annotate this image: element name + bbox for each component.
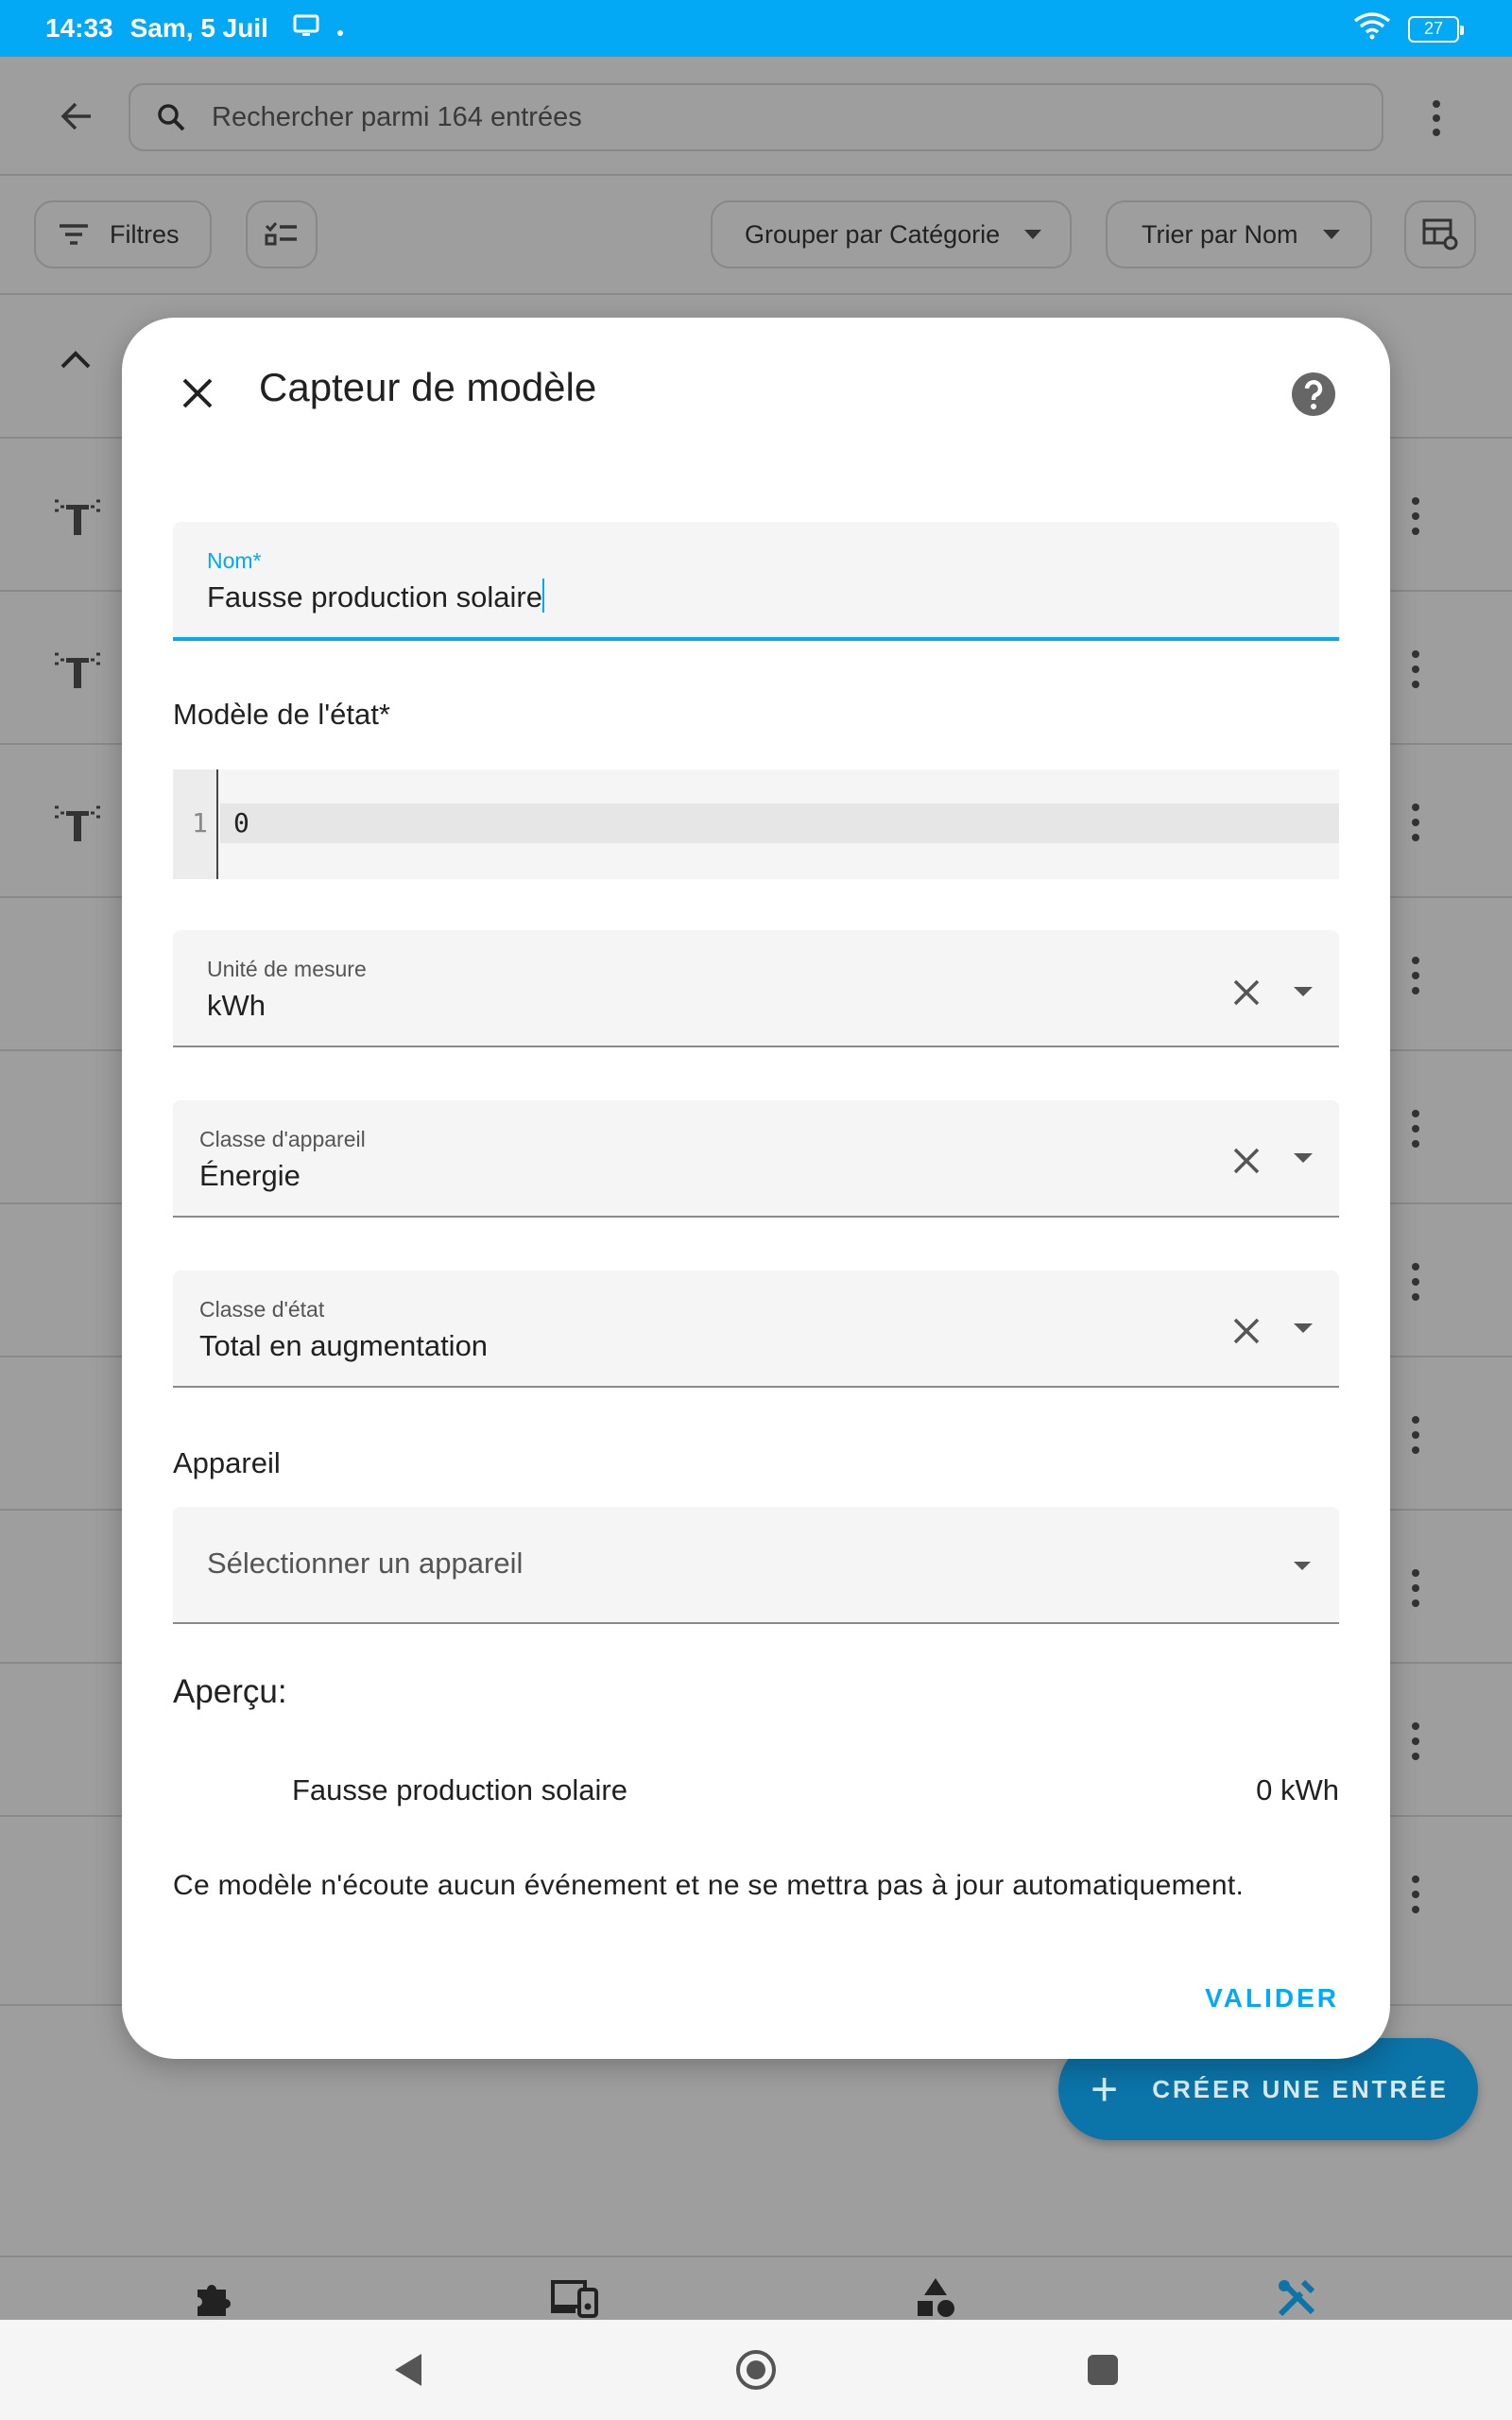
back-button[interactable] (53, 93, 100, 140)
search-icon (155, 101, 187, 133)
back-triangle-icon[interactable] (389, 2350, 427, 2390)
help-icon (1290, 371, 1337, 418)
more-vert-icon[interactable] (1402, 647, 1429, 692)
device-section-label: Appareil (173, 1446, 281, 1479)
selection-mode-button[interactable] (246, 200, 318, 268)
clear-icon[interactable] (1229, 1314, 1263, 1348)
arrow-left-icon (53, 93, 100, 140)
search-placeholder: Rechercher parmi 164 entrées (212, 101, 582, 132)
plus-icon: + (1091, 2063, 1119, 2116)
state-template-editor[interactable] (173, 769, 1339, 879)
sort-button[interactable] (1106, 200, 1372, 268)
chevron-down-icon (1323, 230, 1340, 239)
preview-entity-name: Fausse production solaire (292, 1773, 627, 1806)
system-navigation-bar (0, 2320, 1512, 2420)
submit-button[interactable]: VALIDER (1205, 1983, 1339, 2013)
device-class-field[interactable] (173, 1100, 1339, 1218)
dropdown-arrow-icon[interactable] (1294, 1153, 1313, 1163)
unit-field-value: kWh (207, 989, 266, 1022)
create-entry-label: CRÉER UNE ENTRÉE (1152, 2074, 1450, 2103)
device-select-placeholder: Sélectionner un appareil (207, 1547, 524, 1580)
more-vert-icon (1418, 95, 1455, 142)
sort-label: Trier par Nom (1142, 219, 1298, 249)
preview-entity-value: 0 kWh (1256, 1773, 1339, 1806)
editor-code[interactable]: 0 (233, 807, 249, 838)
dropdown-arrow-icon[interactable] (1294, 987, 1313, 996)
top-toolbar (0, 57, 1512, 176)
state-class-value: Total en augmentation (199, 1329, 489, 1362)
state-class-field[interactable] (173, 1270, 1339, 1388)
dot-icon (336, 13, 344, 43)
close-button[interactable] (175, 371, 220, 416)
cast-icon (293, 13, 321, 44)
group-by-button[interactable] (711, 200, 1072, 268)
sprinkler-icon (51, 650, 104, 688)
template-listener-note: Ce modèle n'écoute aucun événement et ne se mettra pas à jour automatiquement. (173, 1870, 1245, 1901)
name-field-value[interactable]: Fausse production solaire (207, 580, 542, 614)
battery-level: 27 (1423, 19, 1444, 38)
more-vert-icon[interactable] (1402, 1259, 1429, 1305)
unit-field-label: Unité de mesure (207, 957, 367, 981)
home-circle-icon[interactable] (734, 2348, 778, 2392)
recents-square-icon[interactable] (1085, 2352, 1121, 2388)
filter-icon (57, 222, 91, 247)
preview-label: Aperçu: (173, 1673, 287, 1710)
more-vert-icon[interactable] (1402, 1719, 1429, 1764)
dialog-title: Capteur de modèle (259, 365, 597, 409)
table-settings-button[interactable] (1404, 200, 1476, 268)
active-line-highlight (220, 804, 1339, 843)
name-field[interactable] (173, 522, 1339, 641)
template-sensor-dialog (122, 318, 1390, 2059)
checklist-icon (264, 220, 300, 249)
filters-button[interactable] (34, 200, 212, 268)
clear-icon[interactable] (1229, 976, 1263, 1010)
dropdown-arrow-icon[interactable] (1294, 1562, 1311, 1570)
status-date: Sam, 5 Juil (129, 13, 268, 43)
tools-icon (1273, 2274, 1320, 2322)
more-vert-icon[interactable] (1402, 1106, 1429, 1151)
battery-icon (1408, 16, 1459, 43)
clear-icon[interactable] (1229, 1144, 1263, 1178)
table-cog-icon (1421, 217, 1459, 251)
wifi-icon (1353, 11, 1391, 46)
chevron-up-icon (59, 348, 93, 371)
line-number: 1 (192, 807, 208, 838)
puzzle-icon (190, 2274, 237, 2322)
filters-label: Filtres (110, 219, 180, 249)
search-box[interactable] (129, 83, 1383, 151)
state-class-label: Classe d'état (199, 1297, 325, 1322)
shapes-icon (912, 2274, 959, 2322)
text-cursor (542, 579, 544, 613)
sprinkler-icon (51, 804, 104, 841)
unit-field[interactable] (173, 930, 1339, 1047)
chevron-down-icon (1024, 230, 1041, 239)
device-class-value: Énergie (199, 1159, 301, 1192)
sprinkler-icon (51, 497, 104, 535)
device-select[interactable] (173, 1507, 1339, 1624)
devices-icon (549, 2274, 600, 2322)
state-template-label: Modèle de l'état* (173, 698, 390, 731)
help-button[interactable] (1290, 371, 1337, 418)
more-vert-icon[interactable] (1402, 953, 1429, 998)
dropdown-arrow-icon[interactable] (1294, 1323, 1313, 1333)
more-vert-icon[interactable] (1402, 1872, 1429, 1917)
status-bar (0, 0, 1512, 57)
status-time: 14:33 (45, 13, 113, 43)
close-icon (175, 371, 220, 416)
name-field-label: Nom* (207, 548, 262, 573)
more-vert-icon[interactable] (1402, 493, 1429, 539)
group-by-label: Grouper par Catégorie (745, 219, 1001, 249)
more-vert-icon[interactable] (1402, 1412, 1429, 1458)
overflow-menu-button[interactable] (1418, 95, 1455, 142)
filter-toolbar (0, 176, 1512, 295)
more-vert-icon[interactable] (1402, 1565, 1429, 1611)
more-vert-icon[interactable] (1402, 800, 1429, 845)
device-class-label: Classe d'appareil (199, 1127, 366, 1151)
